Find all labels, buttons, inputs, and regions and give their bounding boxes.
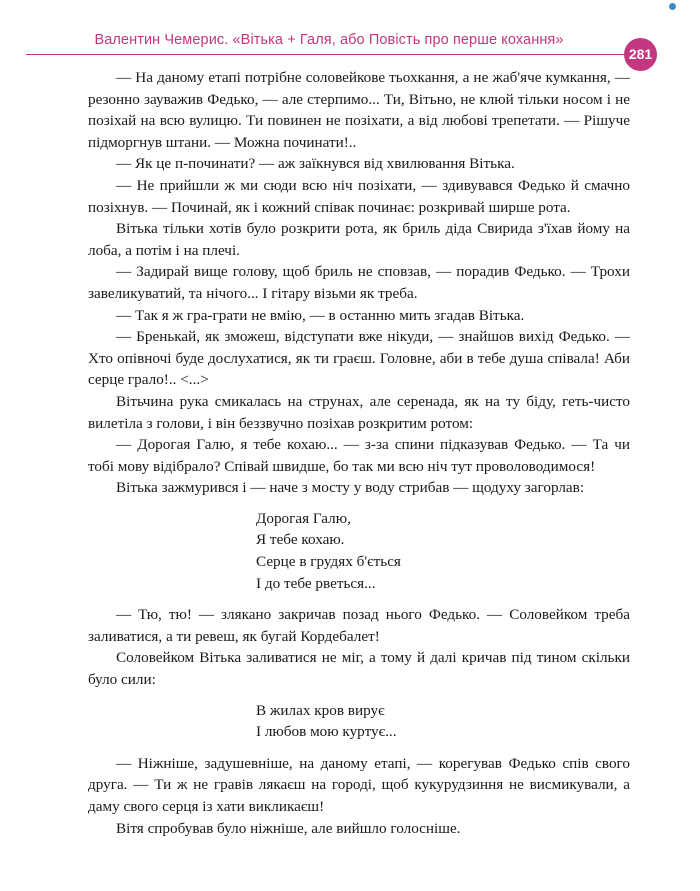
paragraph: — Бренькай, як зможеш, відступати вже нікуди, — знайшов вихід Федько. — Хто опівночі буде дослухатися, як ти граєш. Головне, аби в тебе душа співала! Аби серце грало!.. <...> bbox=[88, 328, 630, 389]
paragraph: — Не прийшли ж ми сюди всю ніч позіхати, — здивувався Федько й смачно позіхнув. — Починай, як і кожний співак починає: розкривай ширше рота. bbox=[88, 176, 630, 216]
paragraph: — Так я ж гра-грати не вмію, — в останню мить згадав Вітька. bbox=[116, 306, 525, 324]
paragraph: — Тю, тю! — злякано закричав позад нього Федько. — Соловейком треба заливатися, а ти ревеш, як бугай Кордебалет! bbox=[88, 606, 630, 645]
publisher-logo-icon bbox=[669, 2, 699, 12]
header-title: Валентин Чемерис. «Вітька + Галя, або Повість про перше кохання» bbox=[94, 32, 564, 48]
paragraph: — Дорогая Галю, я тебе кохаю... — з-за спини підказував Федько. — Та чи тобі мову відібрало? Співай швидше, бо так ми всю ніч тут проволоводимося! bbox=[88, 436, 630, 475]
body-text bbox=[88, 67, 630, 839]
song-verse bbox=[256, 508, 630, 594]
verse-line: Дорогая Галю, bbox=[256, 509, 351, 527]
paragraph: — На даному етапі потрібне соловейкове тьохкання, а не жаб'яче кумкання, — резонно зауважив Федько, — але стерпимо... Ти, Вітьно, не клюй тільки носом і не позіхай на всю вулицю. Ти повинен не позіхати, а від любові трепетати. — Рішуче підморгнув штани. — Можна починати!.. bbox=[88, 69, 630, 151]
page-number-badge: 281 bbox=[624, 38, 657, 71]
verse-line: І до тебе рветься... bbox=[256, 574, 376, 592]
verse-line: Серце в грудях б'ється bbox=[256, 553, 401, 571]
paragraph: Вітька зажмурився і — наче з мосту у воду стрибав — щодуху загорлав: bbox=[116, 479, 585, 497]
verse-line: В жилах кров вирує bbox=[256, 701, 385, 719]
verse-line: Я тебе кохаю. bbox=[256, 531, 345, 549]
paragraph: Вітьчина рука смикалась на струнах, але серенада, як на ту біду, геть-чисто вилетіла з голови, і він беззвучно позіхав розкритим ротом: bbox=[88, 392, 630, 432]
paragraph: — Задирай вище голову, щоб бриль не сповзав, — порадив Федько. — Трохи завеликуватий, та нічого... І гітару візьми як треба. bbox=[88, 263, 630, 302]
song-verse bbox=[256, 700, 630, 743]
paragraph: Соловейком Вітька заливатися не міг, а тому й далі кричав під тином скільки було сили: bbox=[88, 649, 630, 689]
verse-line: І любов мою куртує... bbox=[256, 723, 397, 741]
running-header bbox=[26, 30, 632, 55]
paragraph: — Ніжніше, задушевніше, на даному етапі, — корегував Федько спів свого друга. — Ти ж не гравів лякаєш на городі, щоб кукурудзиння не висмикували, а даму свого серця із хати викликаєш! bbox=[88, 754, 630, 815]
paragraph: — Як це п-починати? — аж заїкнувся від хвилювання Вітька. bbox=[116, 155, 515, 173]
paragraph: Вітька тільки хотів було розкрити рота, як бриль діда Свирида з'їхав йому на лоба, а потім і на плечі. bbox=[88, 220, 630, 259]
paragraph: Вітя спробував було ніжніше, але вийшло голосніше. bbox=[116, 819, 461, 837]
